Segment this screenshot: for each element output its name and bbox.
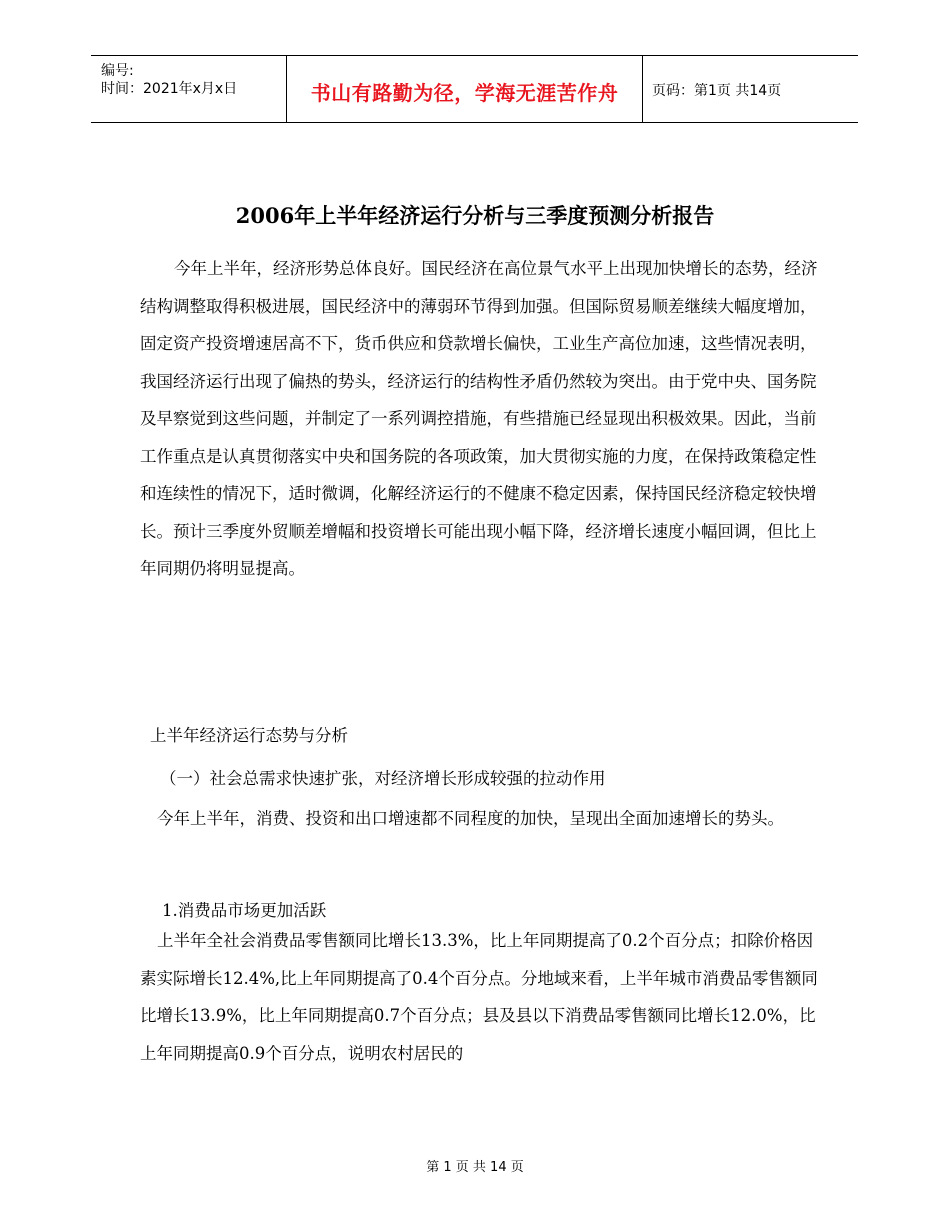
paragraph-2-block (140, 800, 820, 838)
header-motto-cell (286, 56, 643, 122)
paragraph-3: 上半年全社会消费品零售额同比增长13.3%，比上年同期提高了0.2个百分点；扣除价格因素实际增长12.4%,比上年同期提高了0.4个百分点。分地域来看，上半年城市消费品零售额同比增长13.9%，比上年同期提高0.7个百分点；县及县以下消费品零售额同比增长12.0%，比上年同期提高0.9个百分点，说明农村居民的 (140, 931, 818, 1063)
document-number-label: 编号: (101, 63, 134, 79)
item-heading: 1.消费品市场更加活跃 (162, 901, 327, 920)
paragraph-2: 今年上半年，消费、投资和出口增速都不同程度的加快，呈现出全面加速增长的势头。 (157, 809, 784, 828)
subsection-heading: （一）社会总需求快速扩张，对经济增长形成较强的拉动作用 (160, 769, 606, 788)
page-footer: 第 1 页 共 14 页 (426, 1160, 524, 1175)
intro-paragraph: 今年上半年，经济形势总体良好。国民经济在高位景气水平上出现加快增长的态势，经济结构调整取得积极进展，国民经济中的薄弱环节得到加强。但国际贸易顺差继续大幅度增加，固定资产投资增速居高不下，货币供应和贷款增长偏快，工业生产高位加速，这些情况表明，我国经济运行出现了偏热的势头，经济运行的结构性矛盾仍然较为突出。由于党中央、国务院及早察觉到这些问题，并制定了一系列调控措施，有些措施已经显现出积极效果。因此，当前工作重点是认真贯彻落实中央和国务院的各项政策，加大贯彻实施的力度，在保持政策稳定性和连续性的情况下，适时微调，化解经济运行的不健康不稳定因素，保持国民经济稳定较快增长。预计三季度外贸顺差增幅和投资增长可能出现小幅下降，经济增长速度小幅回调，但比上年同期仍将明显提高。 (140, 259, 818, 578)
header-page-info: 页码：第1页 共14页 (652, 83, 782, 99)
header-left-cell (91, 56, 286, 122)
header-page-cell (642, 56, 858, 122)
intro-paragraph-block (140, 250, 820, 588)
section-heading: 上半年经济运行态势与分析 (150, 726, 348, 745)
header-motto: 书山有路勤为径，学海无涯苦作舟 (310, 81, 619, 105)
document-time-label: 时间：2021年x月x日 (101, 81, 238, 97)
document-header (91, 55, 858, 123)
document-title: 2006年上半年经济运行分析与三季度预测分析报告 (235, 203, 715, 228)
paragraph-3-block (140, 922, 820, 1072)
